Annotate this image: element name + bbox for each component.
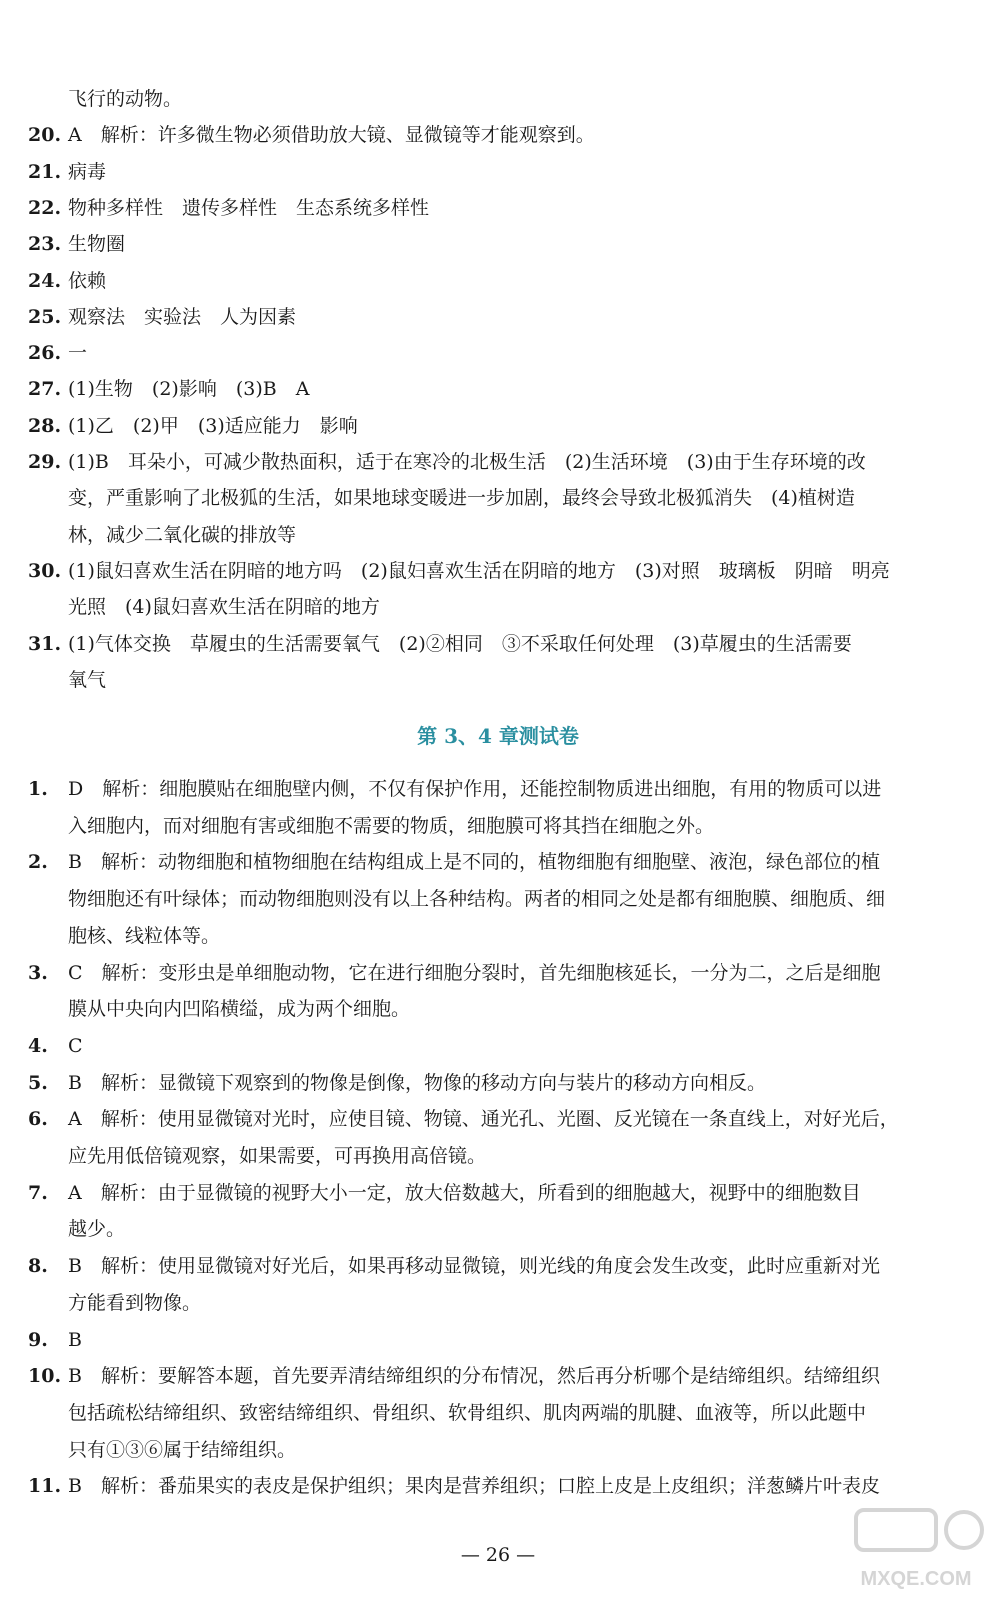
question-number: 7. [28,1181,48,1204]
page-number: — 26 — [460,1544,536,1566]
answer-text: B 解析：番茄果实的表皮是保护组织；果肉是营养组织；口腔上皮是上皮组织；洋葱鳞片叶表皮 [68,1475,880,1498]
question-number: 4. [28,1034,48,1057]
answer-text: B 解析：显微镜下观察到的物像是倒像，物像的移动方向与装片的移动方向相反。 [68,1071,766,1094]
question-number: 31. [28,632,62,655]
question-number: 29. [28,451,62,473]
question-number: 28. [28,414,62,437]
answer-text: C [68,1034,83,1057]
question-number: 1. [28,778,48,800]
question-number: 22. [28,196,62,219]
answer-text: (1)B 耳朵小，可减少散热面积，适于在寒冷的北极生活 (2)生活环境 (3)由于生存环境的改 [68,451,866,473]
answer-text: 越少。 [68,1218,126,1241]
question-number: 21. [28,160,62,183]
answer-text: B 解析：要解答本题，首先要弄清结缔组织的分布情况，然后再分析哪个是结缔组织。结缔组织 [68,1365,880,1388]
question-number: 24. [28,269,62,292]
answer-text: B 解析：使用显微镜对好光后，如果再移动显微镜，则光线的角度会发生改变，此时应重新对光 [68,1255,880,1278]
question-number: 9. [28,1328,48,1351]
answer-text: A 解析：使用显微镜对光时，应使目镜、物镜、通光孔、光圈、反光镜在一条直线上，对好光后， [68,1108,899,1131]
answer-text: B 解析：动物细胞和植物细胞在结构组成上是不同的，植物细胞有细胞壁、液泡，绿色部位的植 [68,851,880,874]
answer-text: 观察法 实验法 人为因素 [68,305,297,328]
answer-text: C 解析：变形虫是单细胞动物，它在进行细胞分裂时，首先细胞核延长，一分为二，之后是细胞 [68,961,881,984]
question-number: 20. [28,124,62,147]
question-number: 30. [28,559,62,582]
question-number: 3. [28,961,48,984]
section-heading: 第 3、4 章测试卷 [417,724,579,748]
answer-text: A 解析：许多微生物必须借助放大镜、显微镜等才能观察到。 [68,124,595,147]
question-number: 2. [28,851,48,874]
question-number: 5. [28,1071,48,1094]
question-number: 27. [28,378,62,401]
answer-text: 氧气 [68,668,107,691]
question-number: 10. [28,1365,62,1388]
question-number: 8. [28,1255,48,1278]
watermark-logo [846,1500,986,1595]
answer-text: 生物圈 [68,233,126,256]
watermark-text: MXQE.COM [860,1568,972,1590]
answer-text: (1)气体交换 草履虫的生活需要氧气 (2)②相同 ③不采取任何处理 (3)草履虫的生活需要 [68,632,852,655]
answer-text: 光照 (4)鼠妇喜欢生活在阴暗的地方 [68,596,380,619]
answer-text: A 解析：由于显微镜的视野大小一定，放大倍数越大，所看到的细胞越大，视野中的细胞数目 [68,1181,861,1204]
question-number: 26. [28,342,62,365]
question-number: 25. [28,305,62,328]
answer-text: 物细胞还有叶绿体；而动物细胞则没有以上各种结构。两者的相同之处是都有细胞膜、细胞质、细 [68,888,886,911]
answer-text: 林，减少二氧化碳的排放等 [68,523,297,546]
question-number: 6. [28,1108,48,1131]
question-number: 23. [28,233,62,256]
answer-text: (1)鼠妇喜欢生活在阴暗的地方吗 (2)鼠妇喜欢生活在阴暗的地方 (3)对照 玻璃板 阴暗 明亮 [68,559,890,582]
answer-text: 物种多样性 遗传多样性 生态系统多样性 [68,196,430,219]
answer-text: (1)生物 (2)影响 (3)B A [68,378,310,401]
answer-text: 应先用低倍镜观察，如果需要，可再换用高倍镜。 [68,1145,487,1167]
answer-text: 依赖 [68,269,107,292]
answer-text: 膜从中央向内凹陷横缢，成为两个细胞。 [68,998,411,1021]
answer-text: 只有①③⑥属于结缔组织。 [68,1438,297,1461]
answer-text: 变，严重影响了北极狐的生活，如果地球变暖进一步加剧，最终会导致北极狐消失 (4)植树造 [68,487,855,510]
answer-text: 入细胞内，而对细胞有害或细胞不需要的物质，细胞膜可将其挡在细胞之外。 [68,814,715,837]
answer-text: 飞行的动物。 [68,88,183,110]
answer-text: 病毒 [68,160,107,183]
answer-text: 一 [68,342,88,365]
answer-text: 包括疏松结缔组织、致密结缔组织、骨组织、软骨组织、肌肉两端的肌腱、血液等，所以此题中 [68,1401,867,1424]
answer-text: D 解析：细胞膜贴在细胞壁内侧，不仅有保护作用，还能控制物质进出细胞，有用的物质可以进 [68,778,882,800]
question-number: 11. [28,1475,62,1498]
answer-text: B [68,1328,82,1351]
answer-text: (1)乙 (2)甲 (3)适应能力 影响 [68,414,358,437]
answer-text: 胞核、线粒体等。 [68,924,221,947]
answer-text: 方能看到物像。 [68,1291,202,1314]
